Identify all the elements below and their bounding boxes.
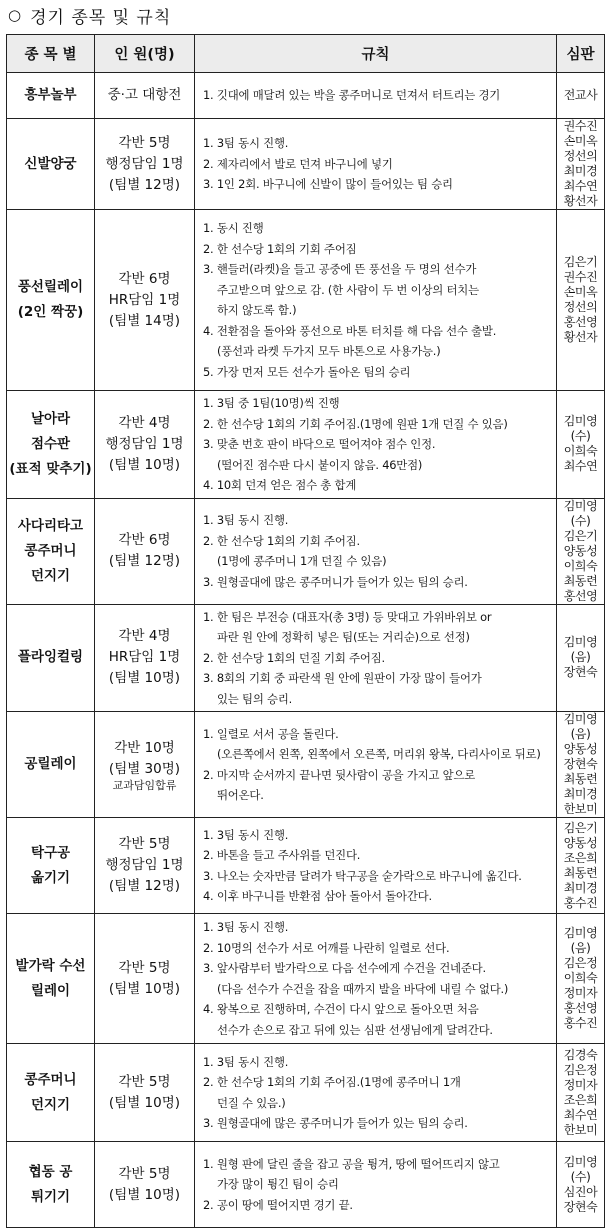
sport-name-cell [7,498,95,604]
judges-cell [557,604,605,712]
header-row [7,35,605,73]
rule-line: 3. 핸들러(라켓)을 들고 공중에 뜬 풍선을 두 명의 선수가 [203,262,477,276]
judge-name: 김미영(음) [563,635,598,665]
judge-name: 조은희 [563,1092,598,1107]
sport-name-line: 플라잉컬링 [17,649,84,666]
rule-line: 파란 원 안에 정확히 넣은 팀(또는 거리순)으로 선정) [217,630,470,644]
rule-line: 2. 바톤을 들고 주사위를 던진다. [203,848,361,862]
people-count-line: 각반 10명 [114,739,175,756]
rule-line: 1. 3팀 동시 진행. [203,513,289,527]
judge-name: 최동련 [563,865,598,880]
people-count-line: (팀별 14명) [108,312,181,329]
rule-line: 선수가 손으로 잡고 뒤에 있는 심판 선생님에게 달려간다. [217,1022,493,1037]
table-row [7,498,605,604]
people-count-line: 각반 5명 [118,1073,171,1090]
judge-name: 최동련 [563,573,598,588]
rule-line: 1. 3팀 동시 진행. [203,920,289,934]
judge-name: 김미영(음) [563,712,598,741]
people-count-line: (팀별 12명) [108,878,181,894]
judge-name: 정미자 [563,986,598,1000]
sport-name-line: 던지기 [30,567,71,584]
judges-cell [557,818,605,914]
judge-name: 김경숙 [563,1047,598,1062]
judge-name: 김은기 [563,820,598,835]
people-count-line: 각반 5명 [118,959,171,976]
sport-name-line: 옮기기 [30,869,71,886]
people-count-cell [95,914,195,1044]
people-count-cell [95,391,195,499]
rules-cell [195,1142,557,1228]
judge-name: 조은희 [563,850,598,865]
rule-line: 2. 한 선수당 1회의 기회 주어짐. [203,533,360,548]
people-count-line: (팀별 10명) [108,1186,181,1203]
rule-line: 2. 공이 땅에 떨어지면 경기 끝. [203,1197,353,1212]
rules-cell [195,119,557,210]
judge-name: 권수진 [563,119,598,133]
judge-name: 김미영(음) [563,926,598,955]
judge-name: 장현숙 [563,1199,598,1214]
sport-name-line: 탁구공 [30,844,71,861]
rule-line: 가장 많이 튕긴 팀이 승리 [217,1177,339,1192]
table-row [7,1044,605,1142]
rule-line: (다음 선수가 수건을 잡을 때까지 발을 바닥에 내릴 수 없다.) [217,981,509,996]
judges-cell [557,914,605,1044]
judge-name: 최미경 [563,164,598,178]
rules-table [6,34,605,1228]
judge-name: 최미경 [563,787,598,801]
judge-name: 이희숙 [563,444,598,459]
header-people: 인 원(명) [95,35,195,73]
sport-name-cell [7,604,95,712]
sport-name-line: 사다리타고 [17,517,84,534]
people-count-line: 각반 5명 [118,134,171,151]
people-count-cell [95,73,195,119]
people-count-cell [95,119,195,210]
people-count-line: 각반 4명 [118,414,171,431]
rule-line: 3. 나오는 숫자만큼 달려가 탁구공을 숟가락으로 바구니에 옮긴다. [203,868,522,883]
judge-name: 홍선영 [563,588,598,603]
rules-cell [195,498,557,604]
rule-line: 뛰어온다. [217,788,264,802]
rules-cell [195,73,557,119]
judge-name: 손미옥 [563,285,598,299]
sport-name-line: 콩주머니 [24,1071,77,1088]
sport-name-line: 콩주머니 [24,542,77,559]
people-count-line: 행정담임 1명 [105,857,184,873]
judge-name: 정선의 [563,300,598,314]
rule-line: (1명에 콩주머니 1개 던질 수 있음) [217,554,387,568]
rule-line: 1. 일렬로 서서 공을 돌린다. [203,726,339,741]
page-title [8,2,171,28]
judge-name: 홍수진 [563,1016,598,1030]
table-row [7,818,605,914]
people-count-line: 각반 5명 [118,1165,171,1182]
judge-name: 김은정 [563,1062,598,1077]
rules-cell [195,604,557,712]
rule-line: 2. 10명의 선수가 서로 어깨를 나란히 일렬로 선다. [203,940,450,955]
sport-name-line: 풍선릴레이 [17,279,84,295]
rule-line: 4. 이후 바구니를 반환점 삼아 돌아서 돌아간다. [203,889,432,903]
people-count-line: 각반 6명 [118,270,171,287]
judges-cell [557,1044,605,1142]
people-count-cell [95,712,195,818]
rule-line: 2. 마지막 순서까지 끝나면 뒷사람이 공을 가지고 앞으로 [203,767,476,782]
rule-line: 4. 왕복으로 진행하며, 수건이 다시 앞으로 돌아오면 처음 [203,1002,479,1016]
sport-name-cell [7,119,95,210]
judge-name: 한보미 [563,802,598,816]
judge-name: 김미영(수) [563,1154,598,1184]
people-count-cell [95,1142,195,1228]
rule-line: 2. 제자리에서 발로 던져 바구니에 넣기 [203,156,393,171]
people-count-line: HR담임 1명 [108,291,181,308]
sport-name-cell [7,391,95,499]
judge-name: 홍선영 [563,1001,598,1015]
judge-name: 황선자 [563,194,598,208]
sport-name-line: 튀기기 [30,1188,71,1205]
rules-cell [195,1044,557,1142]
table-row [7,73,605,119]
table-row [7,604,605,712]
sport-name-line: 릴레이 [30,982,71,999]
people-count-cell [95,818,195,914]
judges-cell [557,73,605,119]
sport-name-line: 협동 공 [28,1163,73,1180]
circle-bullet-icon: ○ [8,6,23,24]
rule-line: 1. 원형 판에 달린 줄을 잡고 공을 튕겨, 땅에 떨어뜨리지 않고 [203,1156,500,1171]
sport-name-line: 던지기 [30,1096,71,1113]
rule-line: 5. 가장 먼저 모든 선수가 돌아온 팀의 승리 [203,364,411,379]
people-count-line: 행정담임 1명 [105,435,184,452]
judge-name: 양동성 [563,543,598,558]
rules-cell [195,712,557,818]
sport-name-cell [7,73,95,119]
sport-name-line: 흥부놀부 [24,87,77,103]
judge-name: 양동성 [563,742,598,756]
rule-line: 3. 앞사람부터 발가락으로 다음 선수에게 수건을 건네준다. [203,961,486,975]
rule-line: 3. 원형골대에 많은 콩주머니가 들어가 있는 팀의 승리. [203,574,468,589]
rule-line: 1. 동시 진행 [203,221,264,235]
rule-line: 1. 3팀 동시 진행. [203,827,289,842]
judges-cell [557,210,605,391]
judge-name: 최미경 [563,880,598,895]
judge-name: 최동련 [563,772,598,786]
rule-line: 4. 전환점을 돌아와 풍선으로 바톤 터치를 해 다음 선수 출발. [203,323,497,338]
sport-name-line: (표적 맞추기) [9,460,92,477]
table-row [7,712,605,818]
sport-name-cell [7,1142,95,1228]
sport-name-line: 점수판 [30,435,71,452]
rule-line: (떨어진 점수판 다시 붙이지 않음. 46만점) [217,457,423,472]
rules-cell [195,818,557,914]
people-count-line: HR담임 1명 [108,649,181,666]
rules-cell [195,210,557,391]
judge-name: 김은기 [563,255,598,269]
rule-line: 4. 10회 던져 얻은 점수 총 합계 [203,478,357,492]
sport-name-cell [7,712,95,818]
people-count-line: (팀별 10명) [108,670,181,687]
sport-name-line: 신발양궁 [24,155,77,172]
judge-name: 이희숙 [563,558,598,573]
judge-name: 이희숙 [563,971,598,985]
sport-name-line: (2인 짝꿍) [17,304,84,320]
rule-line: 1. 3팀 동시 진행. [203,136,289,151]
people-count-cell [95,1044,195,1142]
rule-line: 2. 한 선수당 1회의 기회 주어짐 [203,241,357,256]
judge-name: 장현숙 [563,757,598,771]
rule-line: 1. 3팀 중 1팀(10명)씩 진행 [203,396,340,410]
rule-line: 3. 원형골대에 많은 콩주머니가 들어가 있는 팀의 승리. [203,1116,468,1130]
judge-name: 홍수진 [563,895,598,910]
people-count-line: (팀별 12명) [108,553,181,569]
rule-line: 던질 수 있음.) [217,1095,286,1110]
sport-name-cell [7,1044,95,1142]
sport-name-line: 날아라 [30,410,71,427]
people-count-line: (팀별 12명) [108,176,181,193]
judges-cell [557,498,605,604]
judge-name: 최수연 [563,459,598,474]
rule-line: 2. 한 선수당 1회의 던질 기회 주어짐. [203,650,385,665]
people-count-line: (팀별 30명) [108,760,181,777]
judge-name: 정선의 [563,149,598,163]
rule-line: 2. 한 선수당 1회의 기회 주어짐.(1명에 콩주머니 1개 [203,1075,461,1089]
header-rules: 규칙 [195,35,557,73]
rules-cell [195,391,557,499]
table-row [7,210,605,391]
rule-line: (풍선과 라켓 두가지 모두 바톤으로 사용가능.) [217,344,441,358]
people-count-line: 각반 5명 [118,836,171,852]
judge-name: 장현숙 [563,665,598,680]
people-count-cell [95,210,195,391]
rule-line: 1. 깃대에 매달려 있는 박을 콩주머니로 던져서 터트리는 경기 [203,88,501,103]
rule-line: 1. 3팀 동시 진행. [203,1054,289,1069]
rules-cell [195,914,557,1044]
judge-name: 김미영(수) [563,498,598,528]
judge-name: 김은기 [563,528,598,543]
table-row [7,914,605,1044]
judge-name: 권수진 [563,270,598,284]
sport-name-cell [7,818,95,914]
rule-line: 3. 8회의 기회 중 파란색 원 안에 원판이 가장 많이 들어가 [203,671,482,685]
sport-name-cell [7,914,95,1044]
rule-line: (오른쪽에서 왼쪽, 왼쪽에서 오른쪽, 머리위 왕복, 다리사이로 뒤로) [217,747,541,761]
people-count-cell [95,604,195,712]
title-text: 경기 종목 및 규칙 [30,7,172,28]
sport-name-line: 발가락 수선 [15,957,86,974]
judge-name: 손미옥 [563,134,598,148]
sport-name-cell [7,210,95,391]
judge-name: 정미자 [563,1077,598,1092]
sport-name-line: 공릴레이 [24,756,77,772]
rule-line: 있는 팀의 승리. [217,691,293,706]
judge-name: 김은정 [563,956,598,970]
rule-line: 3. 맞춘 번호 판이 바닥으로 떨어져야 점수 인정. [203,437,436,451]
table-row [7,391,605,499]
people-count-line: 행정담임 1명 [105,155,184,172]
judge-name: 전교사 [563,88,598,102]
people-count-line: (팀별 10명) [108,1094,181,1111]
header-sport: 종 목 별 [7,35,95,73]
table-row [7,119,605,210]
judge-name: 최수연 [563,179,598,193]
people-count-line: (팀별 10명) [108,980,181,997]
people-count-cell [95,498,195,604]
rule-line: 1. 한 팀은 부전승 (대표자(총 3명) 등 맞대고 가위바위보 or [203,609,492,624]
people-count-line: 교과담임합류 [112,778,177,792]
judge-name: 홍선영 [563,315,598,329]
judge-name: 황선자 [563,330,598,344]
rule-line: 주고받으며 앞으로 감. (한 사람이 두 번 이상의 터치는 [217,282,479,297]
judge-name: 양동성 [563,835,598,850]
judge-name: 한보미 [563,1122,598,1137]
judges-cell [557,119,605,210]
rule-line: 2. 한 선수당 1회의 기회 주어짐.(1명에 원판 1개 던질 수 있음) [203,416,508,431]
rule-line: 3. 1인 2회. 바구니에 신발이 많이 들어있는 팀 승리 [203,177,453,192]
judges-cell [557,1142,605,1228]
table-row [7,1142,605,1228]
people-count-line: 각반 6명 [118,532,171,548]
judge-name: 심진아 [563,1184,598,1199]
people-count-line: 중·고 대항전 [107,87,182,103]
judge-name: 최수연 [563,1107,598,1122]
rule-line: 하지 않도록 함.) [217,303,297,317]
people-count-line: (팀별 10명) [108,456,181,473]
judges-cell [557,712,605,818]
header-judge: 심판 [557,35,605,73]
judge-name: 김미영(수) [563,414,598,444]
judges-cell [557,391,605,499]
people-count-line: 각반 4명 [118,628,171,645]
